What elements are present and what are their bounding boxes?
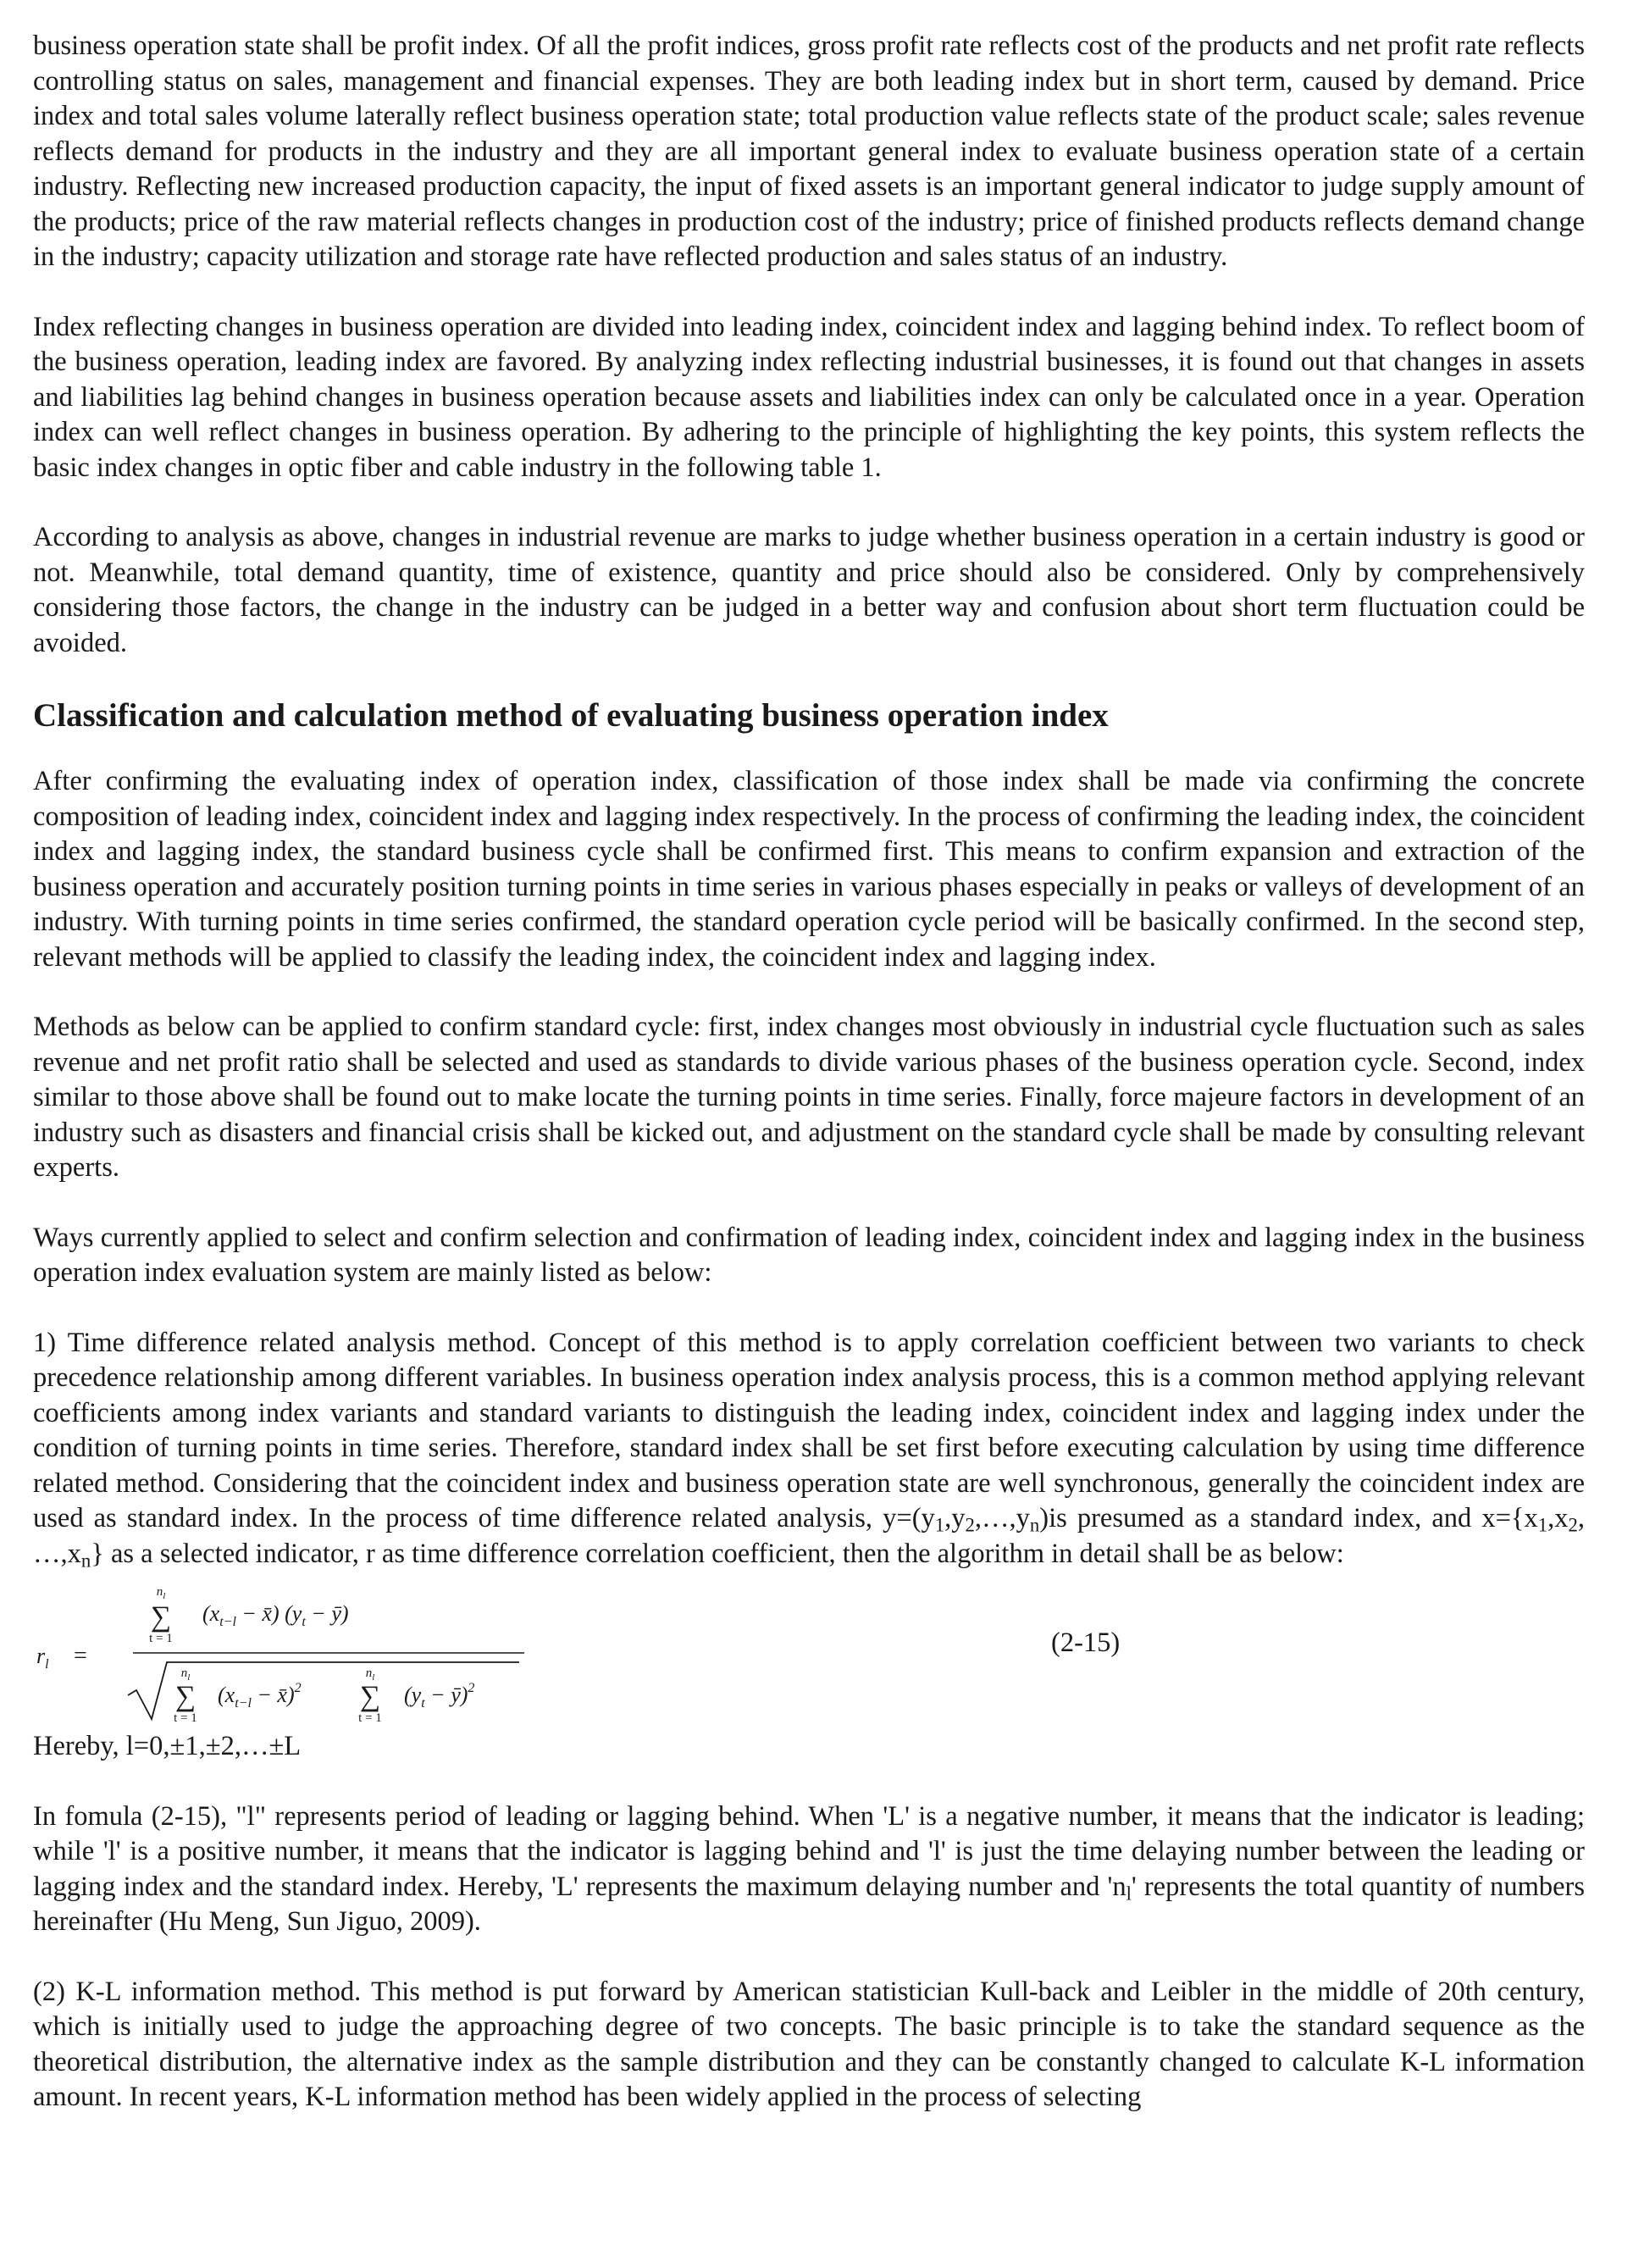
paragraph-formula-explanation: In fomula (2-15), "l" represents period of leading or lagging behind. When 'L' is a negative number, it means that the indicator is leading; while 'l' is a positive number, it means that the indicator is lagging behind and 'l' is just the time delaying number between the leading or lagging index and the standard index. Hereby, 'L' represents the maximum delaying number and '$n_l$' represents the total quantity of numbers hereinafter (Hu Meng, Sun Jiguo, 2009). [33,1800,1585,1937]
den-upper-limit-1: $n_l$ [180,1666,191,1683]
formula-block [33,1578,1585,1724]
paragraph-index-types: Index reflecting changes in business operation are divided into leading index, coincident index and lagging behind index. To reflect boom of the business operation, leading index are favored. By analyzing index reflecting industrial businesses, it is found out that changes in assets and liabilities lag behind changes in business operation because assets and liabilities index can only be calculated once in a year. Operation index can well reflect changes in business operation. By adhering to the principle of highlighting the key points, this system reflects the basic index changes in optic fiber and cable industry in the following table 1. [33,311,1585,483]
paragraph-profit-index: business operation state shall be profit index. Of all the profit indices, gross profit rate reflects cost of the products and net profit rate reflects controlling status on sales, management and financial expenses. They are both leading index but in short term, caused by demand. Price index and total sales volume laterally reflect business operation state; total production value reflects state of the product scale; sales revenue reflects demand for products in the industry and they are all important general index to evaluate business operation state of a certain industry. Reflecting new increased production capacity, the input of fixed assets is an important general indicator to judge supply amount of the products; price of the raw material reflects changes in production cost of the industry; price of finished products reflects demand change in the industry; capacity utilization and storage rate have reflected production and sales status of an industry. [33,30,1585,272]
paragraph-kl-method: (2) K-L information method. This method is put forward by American statistician Kull-back and Leibler in the middle of 20th century, which is initially used to judge the approaching degree of two concepts. The basic principle is to take the standard sequence as the theoretical distribution, the alternative index as the sample distribution and they can be constantly changed to calculate K-L information amount. In recent years, K-L information method has been widely applied in the process of selecting [33,1976,1585,2112]
num-upper-limit: $n_l$ [156,1585,166,1601]
den-body-1: ($x_{t-l}$ − x̄)$^2$ [218,1681,302,1711]
den-body-2: ($y_t$ − ȳ)$^2$ [404,1681,475,1711]
paragraph-time-difference: 1) Time difference related analysis method. Concept of this method is to apply correlation coefficient between two variants to check precedence relationship among different variables. In business operation index analysis process, this is a common method applying relevant coefficients among index variants and standard variants to distinguish the leading index, coincident index and lagging index under the condition of turning points in time series. Therefore, standard index shall be set first before executing calculation by using time difference related method. Considering that the coincident index and business operation state are well synchronous, generally the coincident index are used as standard index. In the process of time difference related analysis, $y=(y_1,y_2,\dots,y_n)is$ presumed as a standard index, and $x=\{x_1,x_2$, $\dots,x_n$} as a selected indicator, r as time difference correlation coefficient, then the algorithm in detail shall be as below: [33,1327,1586,1572]
paragraph-ways: Ways currently applied to select and confirm selection and confirmation of leading index, coincident index and lagging index in the business operation index evaluation system are mainly listed as below: [33,1222,1585,1288]
time-difference-text: 1) Time difference related analysis method. Concept of this method is to apply correlation coefficient between two variants to check precedence relationship among different variables. In business operation index analysis process, this is a common method applying relevant coefficients among index variants and standard variants to distinguish the leading index, coincident index and lagging index under the condition of turning points in time series. Therefore, standard index shall be set first before executing calculation by using time difference related method. Considering that the coincident index and business operation state are well synchronous, generally the coincident index are used as standard index. In the process of time difference related analysis, [33,1327,1585,1533]
formula-range-note: Hereby, l=0,±1,±2,…±L [33,1731,302,1761]
numerator-body: ($x_{t-l}$ − x̄) ($y_t$ − ȳ) [202,1601,349,1629]
formula-equals: = [74,1643,87,1669]
den-lower-limit-1: t = 1 [174,1711,197,1724]
den-upper-limit-2: $n_l$ [365,1666,375,1683]
correlation-formula [33,1578,1134,1724]
section-heading: Classification and calculation method of evaluating business operation index [33,697,1109,734]
den-lower-limit-2: t = 1 [358,1711,382,1724]
paragraph-classification: After confirming the evaluating index of operation index, classification of those index shall be made via confirming the concrete composition of leading index, coincident index and lagging index respectively. In the process of confirming the leading index, the coincident index and lagging index, the standard business cycle shall be confirmed first. This means to confirm expansion and extraction of the business operation and accurately position turning points in time series in various phases especially in peaks or valleys of development of an industry. With turning points in time series confirmed, the standard operation cycle period will be basically confirmed. In the second step, relevant methods will be applied to classify the leading index, the coincident index and lagging index. [33,766,1585,973]
den-sigma-icon-2: ∑ [359,1681,381,1712]
document-page [33,29,1585,2116]
den-sigma-icon-1: ∑ [174,1681,197,1712]
equation-number: (2-15) [1051,1628,1121,1658]
num-lower-limit: t = 1 [149,1632,173,1645]
num-sigma-icon: ∑ [150,1601,172,1633]
paragraph-standard-cycle: Methods as below can be applied to confirm standard cycle: first, index changes most obviously in industrial cycle fluctuation such as sales revenue and net profit ratio shall be selected and used as standards to divide various phases of the business operation cycle. Second, index similar to those above shall be found out to make locate the turning points in time series. Finally, force majeure factors in development of an industry such as disasters and financial crisis shall be kicked out, and adjustment on the standard cycle shall be made by consulting relevant experts. [33,1012,1585,1183]
paragraph-analysis: According to analysis as above, changes in industrial revenue are marks to judge whether business operation in a certain industry is good or not. Meanwhile, total demand quantity, time of existence, quantity and price should also be considered. Only by comprehensively considering those factors, the change in the industry can be judged in a better way and confusion about short term fluctuation could be avoided. [33,522,1585,658]
formula-lhs: $r_l$ [36,1644,49,1672]
